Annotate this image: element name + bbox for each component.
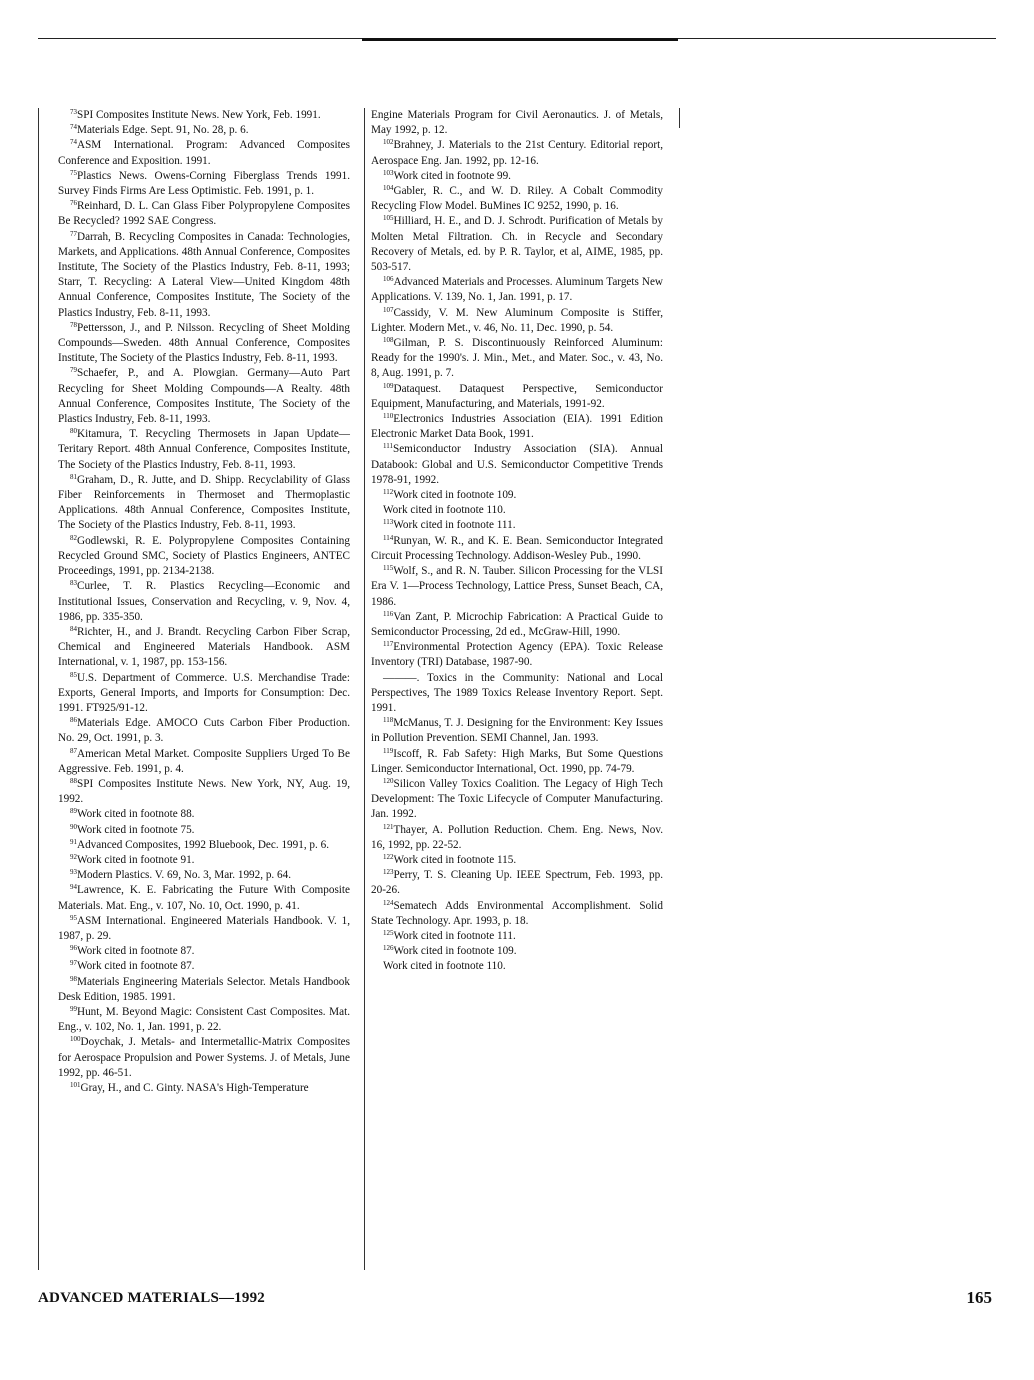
reference-entry [371, 138, 663, 168]
footnote-number: 110 [383, 412, 394, 421]
reference-entry [371, 336, 663, 382]
footnote-number: 117 [383, 640, 394, 649]
reference-text: Work cited in footnote 109. [393, 945, 517, 958]
footnote-number: 114 [383, 533, 394, 542]
reference-text: Work cited in footnote 109. [393, 489, 517, 502]
reference-entry [371, 823, 663, 853]
reference-text: Schaefer, P., and A. Plowgian. Germany—Auto Part Recycling for Sheet Molding Compounds—A Realty. 48th Annual Conference, Composites Institute, The Society of the Plastics Industry, Feb. 8-11, 1993. [58, 367, 350, 426]
reference-text: Cassidy, V. M. New Aluminum Composite is Stiffer, Lighter. Modern Met., v. 46, No. 11, Dec. 1990, p. 54. [371, 306, 663, 334]
reference-text: Work cited in footnote 111. [393, 519, 516, 532]
top-rule-accent [362, 38, 678, 41]
footnote-number: 105 [383, 214, 394, 223]
footnote-number: 116 [383, 609, 394, 618]
reference-entry [371, 184, 663, 214]
reference-text: Silicon Valley Toxics Coalition. The Legacy of High Tech Development: The Toxic Lifecycle of Computer Manufacturing. Jan. 1992. [371, 777, 663, 821]
reference-entry [58, 853, 350, 868]
reference-entry [371, 640, 663, 670]
reference-entry [58, 959, 350, 974]
footer-title: ADVANCED MATERIALS—1992 [38, 1290, 265, 1306]
footnote-number: 74 [70, 138, 77, 147]
reference-text: Work cited in footnote 87. [77, 945, 195, 958]
reference-text: Thayer, A. Pollution Reduction. Chem. Eng. News, Nov. 16, 1992, pp. 22-52. [371, 823, 663, 851]
reference-entry [58, 123, 350, 138]
reference-entry [58, 747, 350, 777]
footnote-number: 92 [70, 852, 77, 861]
footnote-number: 121 [383, 822, 394, 831]
reference-entry [58, 169, 350, 199]
reference-entry [58, 944, 350, 959]
reference-entry [58, 777, 350, 807]
reference-entry [58, 138, 350, 168]
reference-entry [58, 807, 350, 822]
footnote-number: 80 [70, 427, 77, 436]
reference-text: Gray, H., and C. Ginty. NASA's High-Temperature [80, 1082, 309, 1094]
reference-text: American Metal Market. Composite Suppliers Urged To Be Aggressive. Feb. 1991, p. 4. [58, 747, 350, 775]
column-divider [364, 108, 365, 1270]
footnote-number: 86 [70, 716, 77, 725]
reference-text: ASM International. Program: Advanced Composites Conference and Exposition. 1991. [58, 139, 350, 167]
reference-text: SPI Composites Institute News. New York, NY, Aug. 19, 1992. [58, 777, 350, 806]
footnote-number: 99 [70, 1004, 77, 1013]
footnote-number: 73 [70, 108, 77, 116]
footnote-number: 77 [70, 229, 77, 238]
reference-entry [58, 108, 350, 123]
reference-text: Hunt, M. Beyond Magic: Consistent Cast Composites. Mat. Eng., v. 102, No. 1, Jan. 1991, p. 22. [58, 1005, 350, 1034]
reference-entry [371, 959, 663, 974]
footnote-number: 120 [383, 776, 394, 785]
footnote-number: 78 [70, 320, 77, 329]
reference-entry [371, 868, 663, 898]
footnote-number: 90 [70, 822, 77, 831]
reference-text: Work cited in footnote 111. [393, 929, 516, 942]
reference-entry [371, 503, 663, 518]
footnote-number: 94 [70, 883, 77, 892]
reference-entry [371, 777, 663, 823]
reference-text: Work cited in footnote 88. [77, 808, 195, 821]
reference-entry [371, 442, 663, 488]
reference-entry [371, 564, 663, 610]
reference-entry [58, 1081, 350, 1096]
left-margin-line [38, 108, 39, 1270]
reference-entry [371, 899, 663, 929]
footnote-number: 100 [70, 1035, 81, 1044]
reference-text: Graham, D., R. Jutte, and D. Shipp. Recyclability of Glass Fiber Reinforcements in Thermoset and Thermoplastic Applications. 48th Annual Conference, Composites Institute, The Society of the Plastics Industry, Feb. 8-11, 1993. [58, 473, 350, 532]
reference-entry [371, 306, 663, 336]
reference-text: Work cited in footnote 110. [383, 960, 506, 973]
page-number: 165 [966, 1288, 992, 1307]
reference-text: Work cited in footnote 91. [77, 853, 195, 866]
reference-text: SPI Composites Institute News. New York, Feb. 1991. [77, 109, 321, 121]
reference-entry [58, 1035, 350, 1081]
reference-entry [58, 427, 350, 473]
footnote-number: 85 [70, 670, 77, 679]
reference-entry [371, 412, 663, 442]
reference-entry [58, 579, 350, 625]
reference-text: Work cited in footnote 110. [383, 504, 506, 517]
footnote-number: 103 [383, 168, 394, 177]
reference-continuation: Engine Materials Program for Civil Aeronautics. J. of Metals, May 1992, p. 12. [371, 109, 663, 137]
reference-text: Pettersson, J., and P. Nilsson. Recycling of Sheet Molding Compounds—Sweden. 48th Annual Conference, Composites Institute, The Society of the Plastics Industry, Feb. 8-11, 1993. [58, 321, 350, 365]
reference-entry [58, 1005, 350, 1035]
footnote-number: 101 [70, 1081, 81, 1089]
reference-text: Brahney, J. Materials to the 21st Century. Editorial report, Aerospace Eng. Jan. 1992, pp. 12-16. [371, 139, 663, 167]
footnote-number: 104 [383, 184, 394, 193]
reference-entry [371, 610, 663, 640]
reference-text: Advanced Materials and Processes. Aluminum Targets New Applications. V. 139, No. 1, Jan. 1991, p. 17. [371, 276, 663, 304]
reference-entry [58, 975, 350, 1005]
reference-text: Dataquest. Dataquest Perspective, Semiconductor Equipment, Manufacturing, and Materials, 1991-92. [371, 382, 663, 410]
reference-entry [58, 366, 350, 427]
reference-text: Electronics Industries Association (EIA). 1991 Edition Electronic Market Data Book, 1991. [371, 413, 663, 441]
footnote-number: 123 [383, 868, 394, 877]
footnote-number: 75 [70, 168, 77, 177]
reference-text: McManus, T. J. Designing for the Environment: Key Issues in Pollution Prevention. SEMI Channel, Jan. 1993. [371, 717, 663, 745]
footnote-number: 109 [383, 381, 394, 390]
reference-text: Materials Edge. AMOCO Cuts Carbon Fiber Production. No. 29, Oct. 1991, p. 3. [58, 717, 350, 745]
footnote-number: 125 [383, 928, 394, 937]
reference-text: Materials Edge. Sept. 91, No. 28, p. 6. [77, 124, 249, 137]
reference-entry [371, 671, 663, 717]
reference-text: Lawrence, K. E. Fabricating the Future With Composite Materials. Mat. Eng., v. 107, No. 10, Oct. 1990, p. 41. [58, 884, 350, 912]
reference-entry [58, 716, 350, 746]
reference-text: Sematech Adds Environmental Accomplishment. Solid State Technology. Apr. 1993, p. 18. [371, 899, 663, 927]
reference-text: Semiconductor Industry Association (SIA). Annual Databook: Global and U.S. Semiconductor Competitive Trends 1978-91, 1992. [371, 443, 663, 486]
footnote-number: 97 [70, 959, 77, 968]
reference-text: ASM International. Engineered Materials Handbook. V. 1, 1987, p. 29. [58, 914, 350, 942]
reference-entry [371, 534, 663, 564]
reference-text: Curlee, T. R. Plastics Recycling—Economic and Institutional Issues, Conservation and Recycling, v. 9, Nov. 4, 1986, pp. 335-350. [58, 580, 350, 623]
reference-entry [58, 823, 350, 838]
reference-text: Modern Plastics. V. 69, No. 3, Mar. 1992, p. 64. [77, 869, 292, 882]
reference-text: Work cited in footnote 115. [393, 853, 517, 866]
reference-entry [58, 868, 350, 883]
footnote-number: 87 [70, 746, 77, 755]
footnote-number: 113 [383, 518, 394, 527]
reference-entry [371, 929, 663, 944]
reference-text: Work cited in footnote 99. [393, 169, 511, 182]
reference-entry [371, 853, 663, 868]
reference-entry [58, 230, 350, 321]
reference-entry [58, 914, 350, 944]
reference-text: Environmental Protection Agency (EPA). Toxic Release Inventory (TRI) Database, 1987-90. [371, 641, 663, 669]
footnote-number: 93 [70, 868, 77, 877]
reference-text: Gilman, P. S. Discontinuously Reinforced Aluminum: Ready for the 1990's. J. Min., Met., and Mater. Soc., v. 43, No. 8, Aug. 1991, p. 7. [371, 337, 663, 380]
reference-text: Runyan, W. R., and K. E. Bean. Semiconductor Integrated Circuit Processing Technology. Addison-Wesley Pub., 1990. [371, 534, 663, 562]
reference-text: Richter, H., and J. Brandt. Recycling Carbon Fiber Scrap, Chemical and Engineered Materials Handbook. ASM International, v. 1, 1987, pp. 153-156. [58, 625, 350, 669]
reference-text: Reinhard, D. L. Can Glass Fiber Polypropylene Composites Be Recycled? 1992 SAE Congress. [58, 200, 350, 228]
reference-text: Plastics News. Owens-Corning Fiberglass Trends 1991. Survey Finds Firms Are Less Optimistic. Feb. 1991, p. 1. [58, 169, 350, 198]
reference-entry [371, 944, 663, 959]
reference-entry [371, 214, 663, 275]
reference-entry [371, 518, 663, 533]
footnote-number: 115 [383, 564, 394, 573]
reference-text: ———. Toxics in the Community: National and Local Perspectives, The 1989 Toxics Release Inventory Report. Sept. 1991. [371, 671, 663, 714]
reference-entry [371, 488, 663, 503]
reference-entry [58, 838, 350, 853]
footnote-number: 107 [383, 305, 394, 314]
reference-text: Gabler, R. C., and W. D. Riley. A Cobalt Commodity Recycling Flow Model. BuMines IC 9252, 1990, p. 16. [371, 185, 663, 213]
footnote-number: 108 [383, 336, 394, 345]
footnote-number: 83 [70, 579, 77, 588]
footnote-number: 79 [70, 366, 77, 375]
reference-text: Kitamura, T. Recycling Thermosets in Japan Update—Teritary Report. 48th Annual Conference, Composites Institute, The Society of the Plastics Industry, Feb. 8-11, 1993. [58, 428, 350, 471]
footnote-number: 84 [70, 624, 77, 633]
reference-entry [58, 534, 350, 580]
reference-entry [371, 716, 663, 746]
reference-entry [371, 747, 663, 777]
reference-entry [58, 625, 350, 671]
footnote-number: 98 [70, 974, 77, 983]
footnote-number: 81 [70, 472, 77, 481]
reference-text: Materials Engineering Materials Selector. Metals Handbook Desk Edition, 1985. 1991. [58, 975, 350, 1003]
footnote-number: 124 [383, 898, 394, 907]
footnote-number: 96 [70, 944, 77, 953]
footnote-number: 102 [383, 138, 394, 147]
reference-text: Godlewski, R. E. Polypropylene Composites Containing Recycled Ground SMC, Society of Plastics Engineers, ANTEC Proceedings, 1991, pp. 2134-2138. [58, 534, 350, 578]
reference-text: Perry, T. S. Cleaning Up. IEEE Spectrum, Feb. 1993, pp. 20-26. [371, 869, 663, 897]
reference-text: Darrah, B. Recycling Composites in Canada: Technologies, Markets, and Applications. 48th Annual Conference, Composites Institute, The Society of the Plastics Industry, Feb. 8-11, 1993; Starr, T. Recycling: A Lateral View—United Kingdom 48th Annual Conference, Composites Institute, The Society of the Plastics Industry, Feb. 8-11, 1993. [58, 230, 350, 319]
footnote-number: 76 [70, 199, 77, 208]
reference-entry [371, 275, 663, 305]
reference-text: Wolf, S., and R. N. Tauber. Silicon Processing for the VLSI Era V. 1—Process Technology, Lattice Press, Sunset Beach, CA, 1986. [371, 565, 663, 608]
right-column [371, 108, 663, 975]
reference-entry [58, 883, 350, 913]
footnote-number: 91 [70, 837, 77, 846]
footnote-number: 74 [70, 123, 77, 132]
reference-entry [58, 321, 350, 367]
reference-text: Work cited in footnote 87. [77, 960, 195, 973]
footnote-number: 88 [70, 776, 77, 785]
reference-text: Advanced Composites, 1992 Bluebook, Dec. 1991, p. 6. [77, 838, 329, 851]
reference-entry [371, 382, 663, 412]
footnote-number: 106 [383, 275, 394, 284]
reference-text: Van Zant, P. Microchip Fabrication: A Practical Guide to Semiconductor Processing, 2d ed., McGraw-Hill, 1990. [371, 610, 663, 638]
reference-entry [58, 473, 350, 534]
reference-text: Doychak, J. Metals- and Intermetallic-Matrix Composites for Aerospace Propulsion and Power Systems. J. of Metals, June 1992, pp. 46-51. [58, 1036, 350, 1079]
footnote-number: 111 [383, 442, 393, 451]
footnote-number: 112 [383, 488, 394, 497]
left-column [58, 108, 350, 1096]
right-margin-line [679, 108, 680, 128]
footnote-number: 82 [70, 533, 77, 542]
footnote-number: 126 [383, 944, 394, 953]
reference-entry [58, 671, 350, 717]
footnote-number: 119 [383, 746, 394, 755]
footnote-number: 95 [70, 913, 77, 922]
footnote-number: 89 [70, 807, 77, 816]
reference-text: Hilliard, H. E., and D. J. Schrodt. Purification of Metals by Molten Metal Filtration. Ch. in Recycle and Secondary Recovery of Metals, ed. by P. R. Taylor, et al, AIME, 1985, pp. 503-517. [371, 215, 663, 274]
reference-entry [371, 169, 663, 184]
footnote-number: 118 [383, 716, 394, 725]
footnote-number: 122 [383, 852, 394, 861]
reference-text: Work cited in footnote 75. [77, 823, 195, 836]
reference-text: U.S. Department of Commerce. U.S. Merchandise Trade: Exports, General Imports, and Imports for Consumption: Dec. 1991. FT925/91-12. [58, 671, 350, 714]
reference-entry [58, 199, 350, 229]
reference-text: Iscoff, R. Fab Safety: High Marks, But Some Questions Linger. Semiconductor International, Oct. 1990, pp. 74-79. [371, 747, 663, 775]
